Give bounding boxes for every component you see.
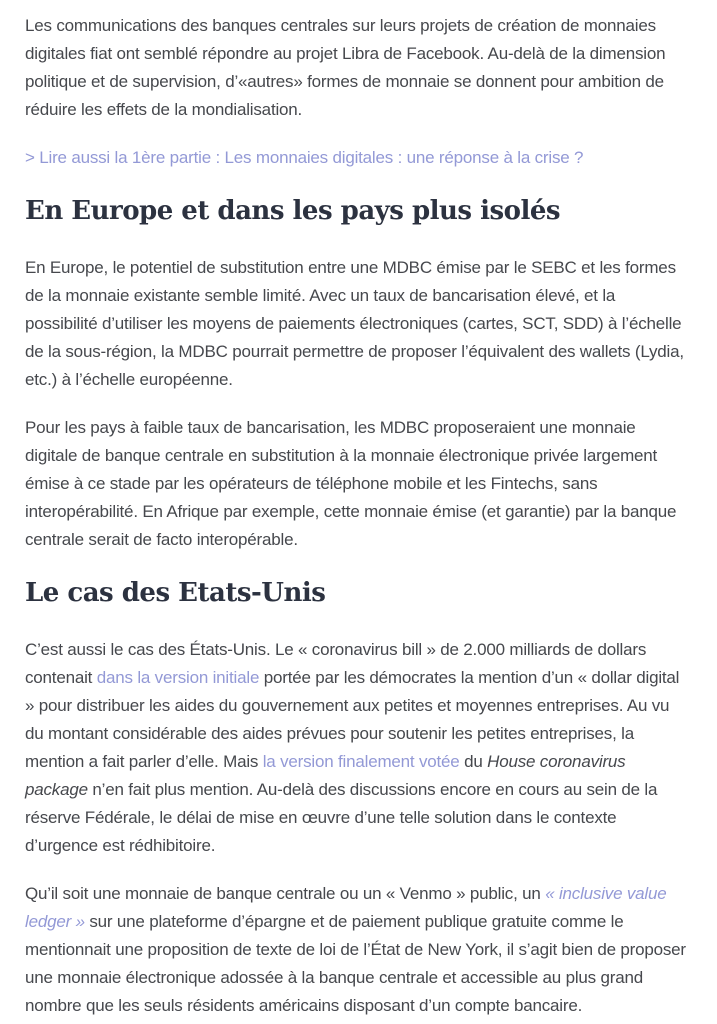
italic-house-coronavirus-package: House coronavirus package: [25, 752, 626, 799]
us-paragraph-2-text-2: sur une plateforme d’épargne et de paiement publique gratuite comme le mentionnait une proposition de texte de loi de l’État de New York, il s’agit bien de proposer une monnaie électronique adossée à la banque centrale et accessible au plus grand nombre que les seuls résidents américains disposant d’un compte bancaire.: [25, 912, 686, 1015]
section-heading-etats-unis: Le cas des Etats-Unis: [25, 578, 326, 608]
us-paragraph-2: [25, 880, 692, 1020]
us-paragraph-1-text-4: n’en fait plus mention. Au-delà des discussions encore en cours au sein de la réserve Fédérale, le délai de mise en œuvre d’une telle solution dans le contexte d’urgence est rédhibitoire.: [25, 780, 658, 855]
section-heading-europe: En Europe et dans les pays plus isolés: [25, 196, 561, 226]
link-version-initiale[interactable]: dans la version initiale: [96, 668, 260, 687]
read-also-link[interactable]: > Lire aussi la 1ère partie : Les monnaies digitales : une réponse à la crise ?: [25, 148, 584, 167]
us-paragraph-2-text-1: Qu’il soit une monnaie de banque centrale ou un « Venmo » public, un: [25, 884, 546, 903]
us-paragraph-1: [25, 636, 692, 860]
link-inclusive-value-ledger[interactable]: « inclusive value ledger »: [25, 884, 667, 931]
us-paragraph-1-text-1: C’est aussi le cas des États-Unis. Le « coronavirus bill » de 2.000 milliards de dollars contenait: [25, 640, 647, 687]
us-paragraph-1-text-3: du: [459, 752, 488, 771]
link-version-finalement-votee[interactable]: la version finalement votée: [262, 752, 460, 771]
europe-paragraph-1: En Europe, le potentiel de substitution entre une MDBC émise par le SEBC et les formes de la monnaie existante semble limité. Avec un taux de bancarisation élevé, et la possibilité d’utiliser les moyens de paiements électroniques (cartes, SCT, SDD) à l’échelle de la sous-région, la MDBC pourrait permettre de proposer l’équivalent des wallets (Lydia, etc.) à l’échelle européenne.: [25, 258, 684, 389]
us-paragraph-1-text-2: portée par les démocrates la mention d’un « dollar digital » pour distribuer les aides du gouvernement aux petites et moyennes entreprises. Au vu du montant considérable des aides prévues pour soutenir les petites entreprises, la mention a fait parler d’elle. Mais: [25, 668, 680, 771]
read-also-paragraph: [25, 144, 692, 172]
intro-paragraph: Les communications des banques centrales sur leurs projets de création de monnaies digitales fiat ont semblé répondre au projet Libra de Facebook. Au-delà de la dimension politique et de supervision, d’«autres» formes de monnaie se donnent pour ambition de réduire les effets de la mondialisation.: [25, 16, 666, 119]
europe-paragraph-2: Pour les pays à faible taux de bancarisation, les MDBC proposeraient une monnaie digitale de banque centrale en substitution à la monnaie électronique privée largement émise à ce stade par les opérateurs de téléphone mobile et les Fintechs, sans interopérabilité. En Afrique par exemple, cette monnaie émise (et garantie) par la banque centrale serait de facto interopérable.: [25, 418, 677, 549]
